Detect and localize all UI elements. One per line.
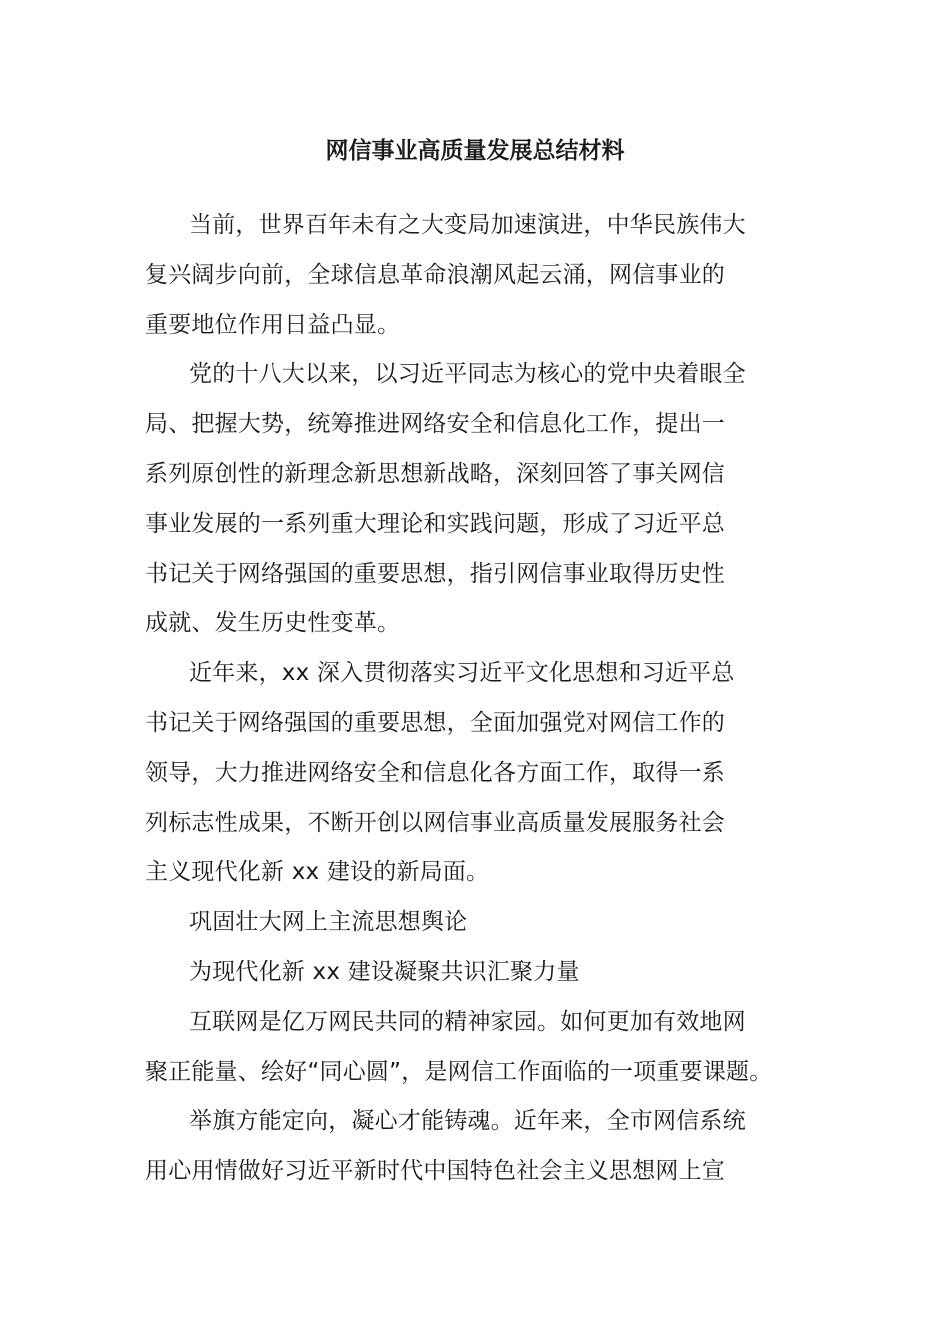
- text-line: 用心用情做好习近平新时代中国特色社会主义思想网上宣: [145, 1158, 725, 1185]
- paragraph-3: [145, 649, 835, 898]
- text-line: 系列原创性的新理念新思想新战略，深刻回答了事关网信: [145, 460, 725, 487]
- text-line: 聚正能量、绘好“同心圆”，是网信工作面临的一项重要课题。: [145, 1058, 773, 1085]
- document-title: 网信事业高质量发展总结材料: [325, 138, 625, 164]
- document-body: [145, 201, 835, 1197]
- paragraph-1: [145, 201, 835, 350]
- text-line: 书记关于网络强国的重要思想，指引网信事业取得历史性: [145, 560, 725, 587]
- text-line: 互联网是亿万网民共同的精神家园。如何更加有效地网: [189, 1008, 746, 1035]
- text-line: 重要地位作用日益凸显。: [145, 311, 401, 338]
- text-line: 复兴阔步向前，全球信息革命浪潮风起云涌，网信事业的: [145, 261, 725, 288]
- paragraph-4: [145, 998, 835, 1098]
- text-line: 列标志性成果，不断开创以网信事业高质量发展服务社会: [145, 809, 725, 836]
- text-line: 局、把握大势，统筹推进网络安全和信息化工作，提出一: [145, 411, 725, 438]
- text-line: 主义现代化新 xx 建设的新局面。: [145, 859, 490, 886]
- text-line: 书记关于网络强国的重要思想，全面加强党对网信工作的: [145, 709, 725, 736]
- text-line: 为现代化新 xx 建设凝聚共识汇聚力量: [189, 958, 580, 985]
- section-heading-1: [145, 898, 835, 948]
- text-line: 事业发展的一系列重大理论和实践问题，形成了习近平总: [145, 510, 725, 537]
- section-heading-2: [145, 948, 835, 998]
- text-line: 成就、发生历史性变革。: [145, 610, 401, 637]
- text-line: 近年来，xx 深入贯彻落实习近平文化思想和习近平总: [189, 660, 735, 687]
- text-line: 当前，世界百年未有之大变局加速演进，中华民族伟大: [189, 212, 746, 238]
- paragraph-5: [145, 1097, 835, 1197]
- text-line: 巩固壮大网上主流思想舆论: [189, 909, 468, 936]
- text-line: 党的十八大以来，以习近平同志为核心的党中央着眼全: [189, 361, 746, 388]
- paragraph-2: [145, 350, 835, 649]
- text-line: 举旗方能定向，凝心才能铸魂。近年来，全市网信系统: [189, 1108, 746, 1135]
- text-line: 领导，大力推进网络安全和信息化各方面工作，取得一系: [145, 759, 725, 786]
